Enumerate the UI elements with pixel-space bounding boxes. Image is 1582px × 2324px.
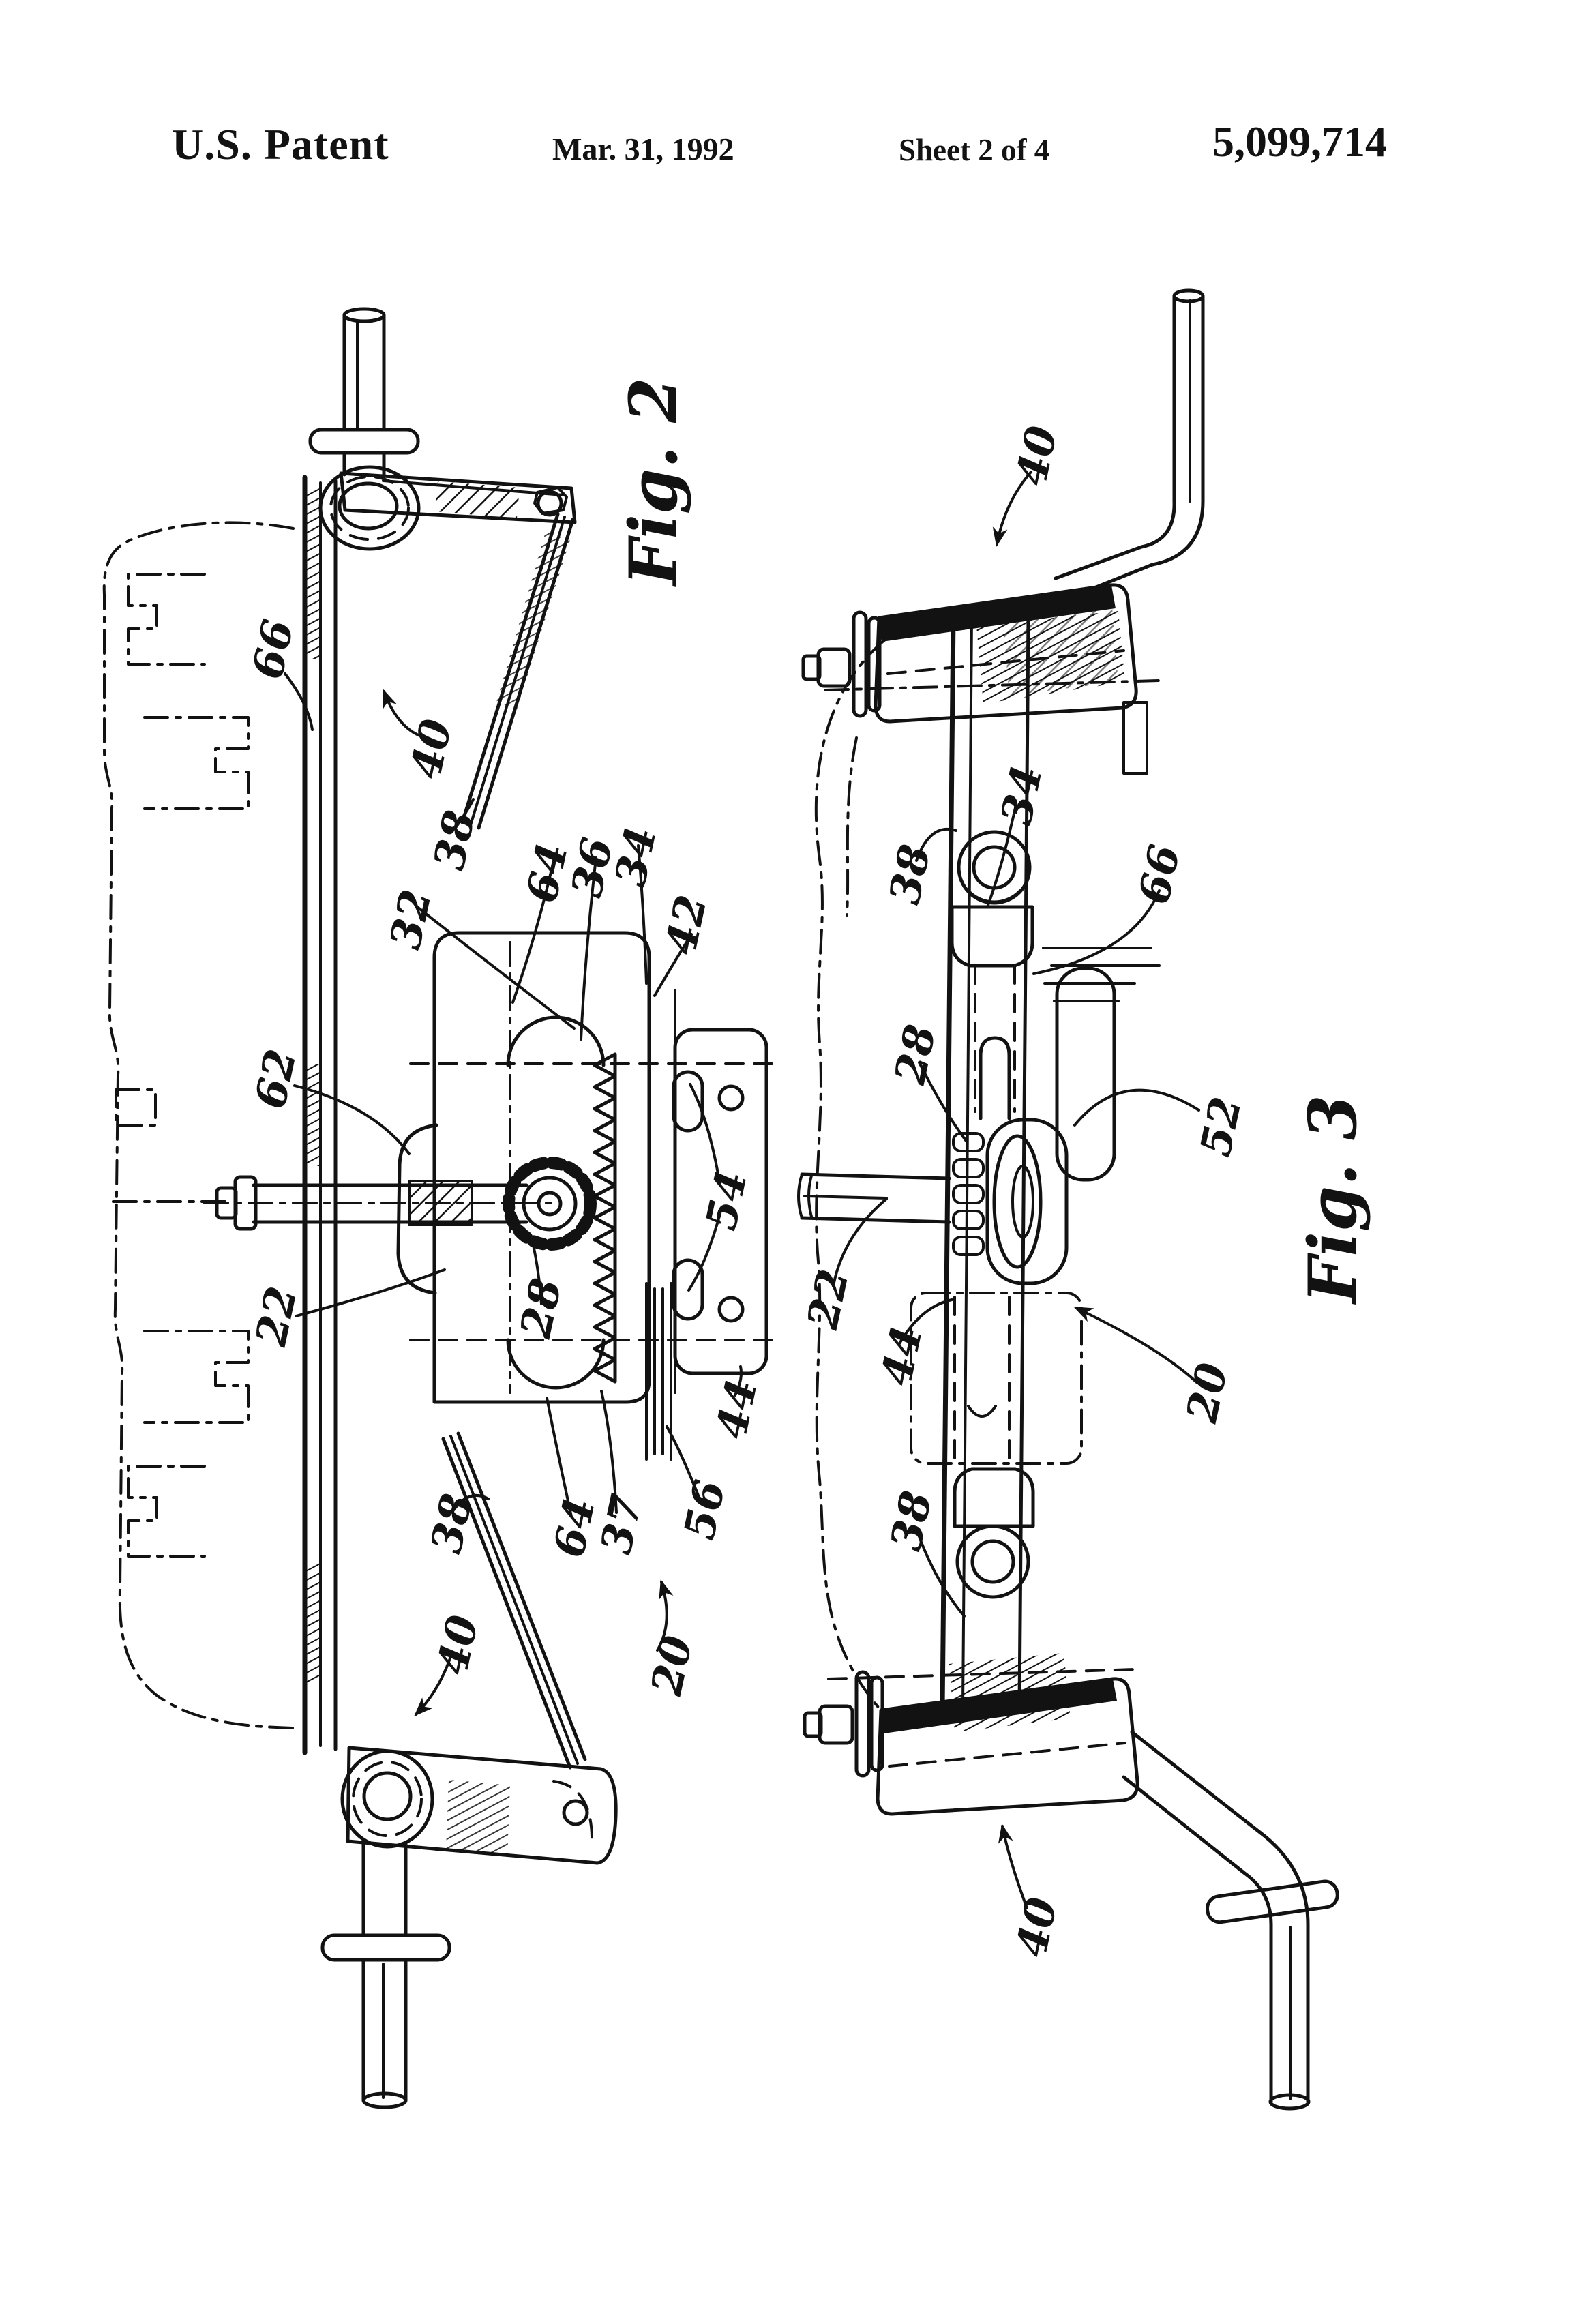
fig2-top-handle-tube <box>310 309 418 475</box>
fig2-top-handle-tube-part <box>344 309 384 321</box>
callout-fig3-38: 38 <box>879 840 940 908</box>
callout-fig2-42: 42 <box>655 891 717 959</box>
fig2-bottom-strut-part <box>458 1433 585 1759</box>
fig3-bottom-pivot-sleeve-part <box>889 1743 1125 1766</box>
fig3-lower-bracket-hidden-part <box>911 1293 1081 1463</box>
fig2-top-pivot-boss-part <box>340 483 397 528</box>
fig2-top-tie-bar-part <box>435 481 520 518</box>
fig2-phantom-seat-outline-part <box>116 1090 155 1125</box>
callout-fig2-64: 64 <box>516 839 578 907</box>
fig2-seat-rail <box>305 477 335 1753</box>
fig2-phantom-seat-outline <box>104 522 293 1728</box>
fig3-leader-lines-part <box>1076 1308 1197 1383</box>
callout-fig3-38: 38 <box>880 1487 942 1555</box>
fig2-label: Fig. 2 <box>615 377 692 586</box>
fig2-seat-rail-part <box>306 488 321 659</box>
fig3-bottom-roller <box>957 1526 1028 1597</box>
fig3-drive-shaft <box>799 1174 949 1222</box>
callout-fig3-40: 40 <box>1006 421 1067 490</box>
callout-fig2-40: 40 <box>400 715 462 783</box>
callout-fig2-28: 28 <box>510 1274 571 1342</box>
callout-fig3-52: 52 <box>1190 1092 1251 1161</box>
fig3-adjuster-knob <box>987 1120 1066 1283</box>
callout-fig2-44: 44 <box>706 1375 767 1443</box>
fig3-seat-rail <box>829 611 1159 1732</box>
fig3-top-roller-part <box>968 891 1020 902</box>
fig3-seat-rail-part <box>1124 702 1147 773</box>
fig3-bottom-crank-handle <box>1124 1732 1339 2109</box>
fig3-top-pivot-sleeve-part <box>869 618 880 711</box>
fig2-bottom-pivot-boss <box>342 1751 432 1847</box>
callout-fig2-56: 56 <box>674 1476 735 1544</box>
fig2-top-tie-bar <box>341 473 575 522</box>
fig2-top-strut <box>462 514 573 828</box>
callout-fig2-38: 38 <box>421 1489 482 1558</box>
callout-fig3-66: 66 <box>1129 840 1190 908</box>
fig2-rack <box>595 1054 615 1382</box>
figure-3 <box>799 290 1371 2109</box>
fig2-bottom-strut-part <box>443 1439 570 1768</box>
fig3-crown-gear-part <box>953 1237 983 1255</box>
fig3-leader-lines-part <box>1034 891 1159 974</box>
fig2-gear-housing-part <box>508 1017 603 1065</box>
fig3-crown-gear-part <box>953 1211 983 1229</box>
fig3-bottom-pivot-sleeve-part <box>820 1706 852 1743</box>
fig2-phantom-seat-outline-part <box>145 1331 248 1422</box>
callout-fig2-64: 64 <box>543 1493 605 1562</box>
fig3-bottom-pivot-sleeve-part <box>871 1678 882 1770</box>
callout-fig3-40: 40 <box>1006 1893 1067 1961</box>
fig2-bottom-pivot-boss-part <box>364 1773 411 1819</box>
fig2-seat-rail-part <box>306 1064 321 1166</box>
callout-fig3-22: 22 <box>797 1265 859 1333</box>
fig3-drive-shaft-part <box>799 1174 802 1218</box>
fig3-lower-bracket-hidden-part <box>968 1406 996 1416</box>
callout-fig2-66: 66 <box>242 615 303 683</box>
fig2-bottom-handle-tube <box>323 1844 449 2107</box>
fig2-leader-lines-part <box>296 1270 445 1316</box>
fig3-drive-shaft-part <box>802 1218 949 1222</box>
callout-fig2-36: 36 <box>561 833 623 902</box>
fig2-phantom-seat-outline-part <box>145 717 248 809</box>
callout-fig2-38: 38 <box>423 806 485 874</box>
patent-header-sheet: Sheet 2 of 4 <box>899 133 1050 167</box>
callout-fig2-54: 54 <box>696 1166 757 1234</box>
fig3-bottom-crank-handle-part <box>1124 1777 1271 1924</box>
fig2-gear-housing <box>411 933 774 1402</box>
fig2-rack-part <box>595 1054 615 1382</box>
fig3-seat-rail-part <box>1043 948 1159 1001</box>
fig3-top-crank-handle-part <box>1056 501 1174 578</box>
fig2-gear-housing-part <box>508 1340 603 1388</box>
fig3-top-crank-handle-part <box>1174 290 1203 301</box>
callout-fig2-22: 22 <box>245 1282 307 1350</box>
callout-fig2-40: 40 <box>427 1611 488 1679</box>
fig3-leader-lines-part <box>1075 1090 1199 1125</box>
fig2-bottom-tie-bar-part <box>446 1780 510 1856</box>
callout-fig2-37: 37 <box>591 1490 652 1558</box>
fig3-drive-shaft-part <box>802 1174 949 1178</box>
fig3-top-pedestal-part <box>952 907 1032 966</box>
fig3-lower-bracket-hidden <box>911 1293 1081 1463</box>
callout-fig2-62: 62 <box>245 1045 306 1113</box>
fig3-top-crank-handle <box>1056 290 1203 600</box>
fig2-mounting-plate-part <box>719 1086 743 1109</box>
fig2-bottom-strut-part <box>451 1436 578 1763</box>
callout-fig3-44: 44 <box>871 1322 932 1390</box>
fig3-label: Fig. 3 <box>1294 1094 1371 1303</box>
patent-header-date: Mar. 31, 1992 <box>552 132 734 166</box>
fig2-bottom-handle-tube-part <box>323 1935 449 1960</box>
fig3-top-pedestal-part <box>981 1038 1009 1118</box>
fig2-phantom-seat-outline-part <box>128 574 205 664</box>
fig3-phantom-outline-part <box>847 738 856 915</box>
patent-header-title: U.S. Patent <box>172 120 389 168</box>
fig2-bottom-pivot-boss-part <box>342 1751 432 1847</box>
fig3-top-roller-part <box>974 847 1015 888</box>
fig2-mounting-plate-part <box>719 1298 743 1321</box>
fig2-phantom-seat-outline-part <box>128 1466 205 1556</box>
callout-fig3-34: 34 <box>991 761 1052 829</box>
fig2-pinion-shaft <box>205 1125 554 1293</box>
fig3-top-pivot-sleeve-part <box>818 649 850 686</box>
fig2-leader-lines-part <box>417 907 574 1028</box>
fig2-bottom-tie-bar-part <box>564 1801 587 1824</box>
fig3-top-pedestal <box>952 907 1032 1118</box>
callout-fig3-20: 20 <box>1176 1358 1238 1427</box>
fig3-bottom-roller-part <box>957 1526 1028 1597</box>
fig2-top-handle-tube-part <box>310 430 418 453</box>
callout-fig2-20: 20 <box>641 1631 702 1699</box>
fig2-seat-rail-part <box>306 1562 321 1684</box>
callout-fig2-34: 34 <box>605 822 666 891</box>
fig2-top-strut-part <box>496 532 570 709</box>
fig3-bottom-roller-part <box>972 1541 1013 1582</box>
fig3-seat-rail-part <box>942 617 953 1708</box>
callout-fig3-28: 28 <box>884 1020 946 1088</box>
figure-2 <box>104 309 774 2107</box>
patent-header-number: 5,099,714 <box>1212 117 1387 166</box>
callout-fig2-32: 32 <box>380 885 441 953</box>
